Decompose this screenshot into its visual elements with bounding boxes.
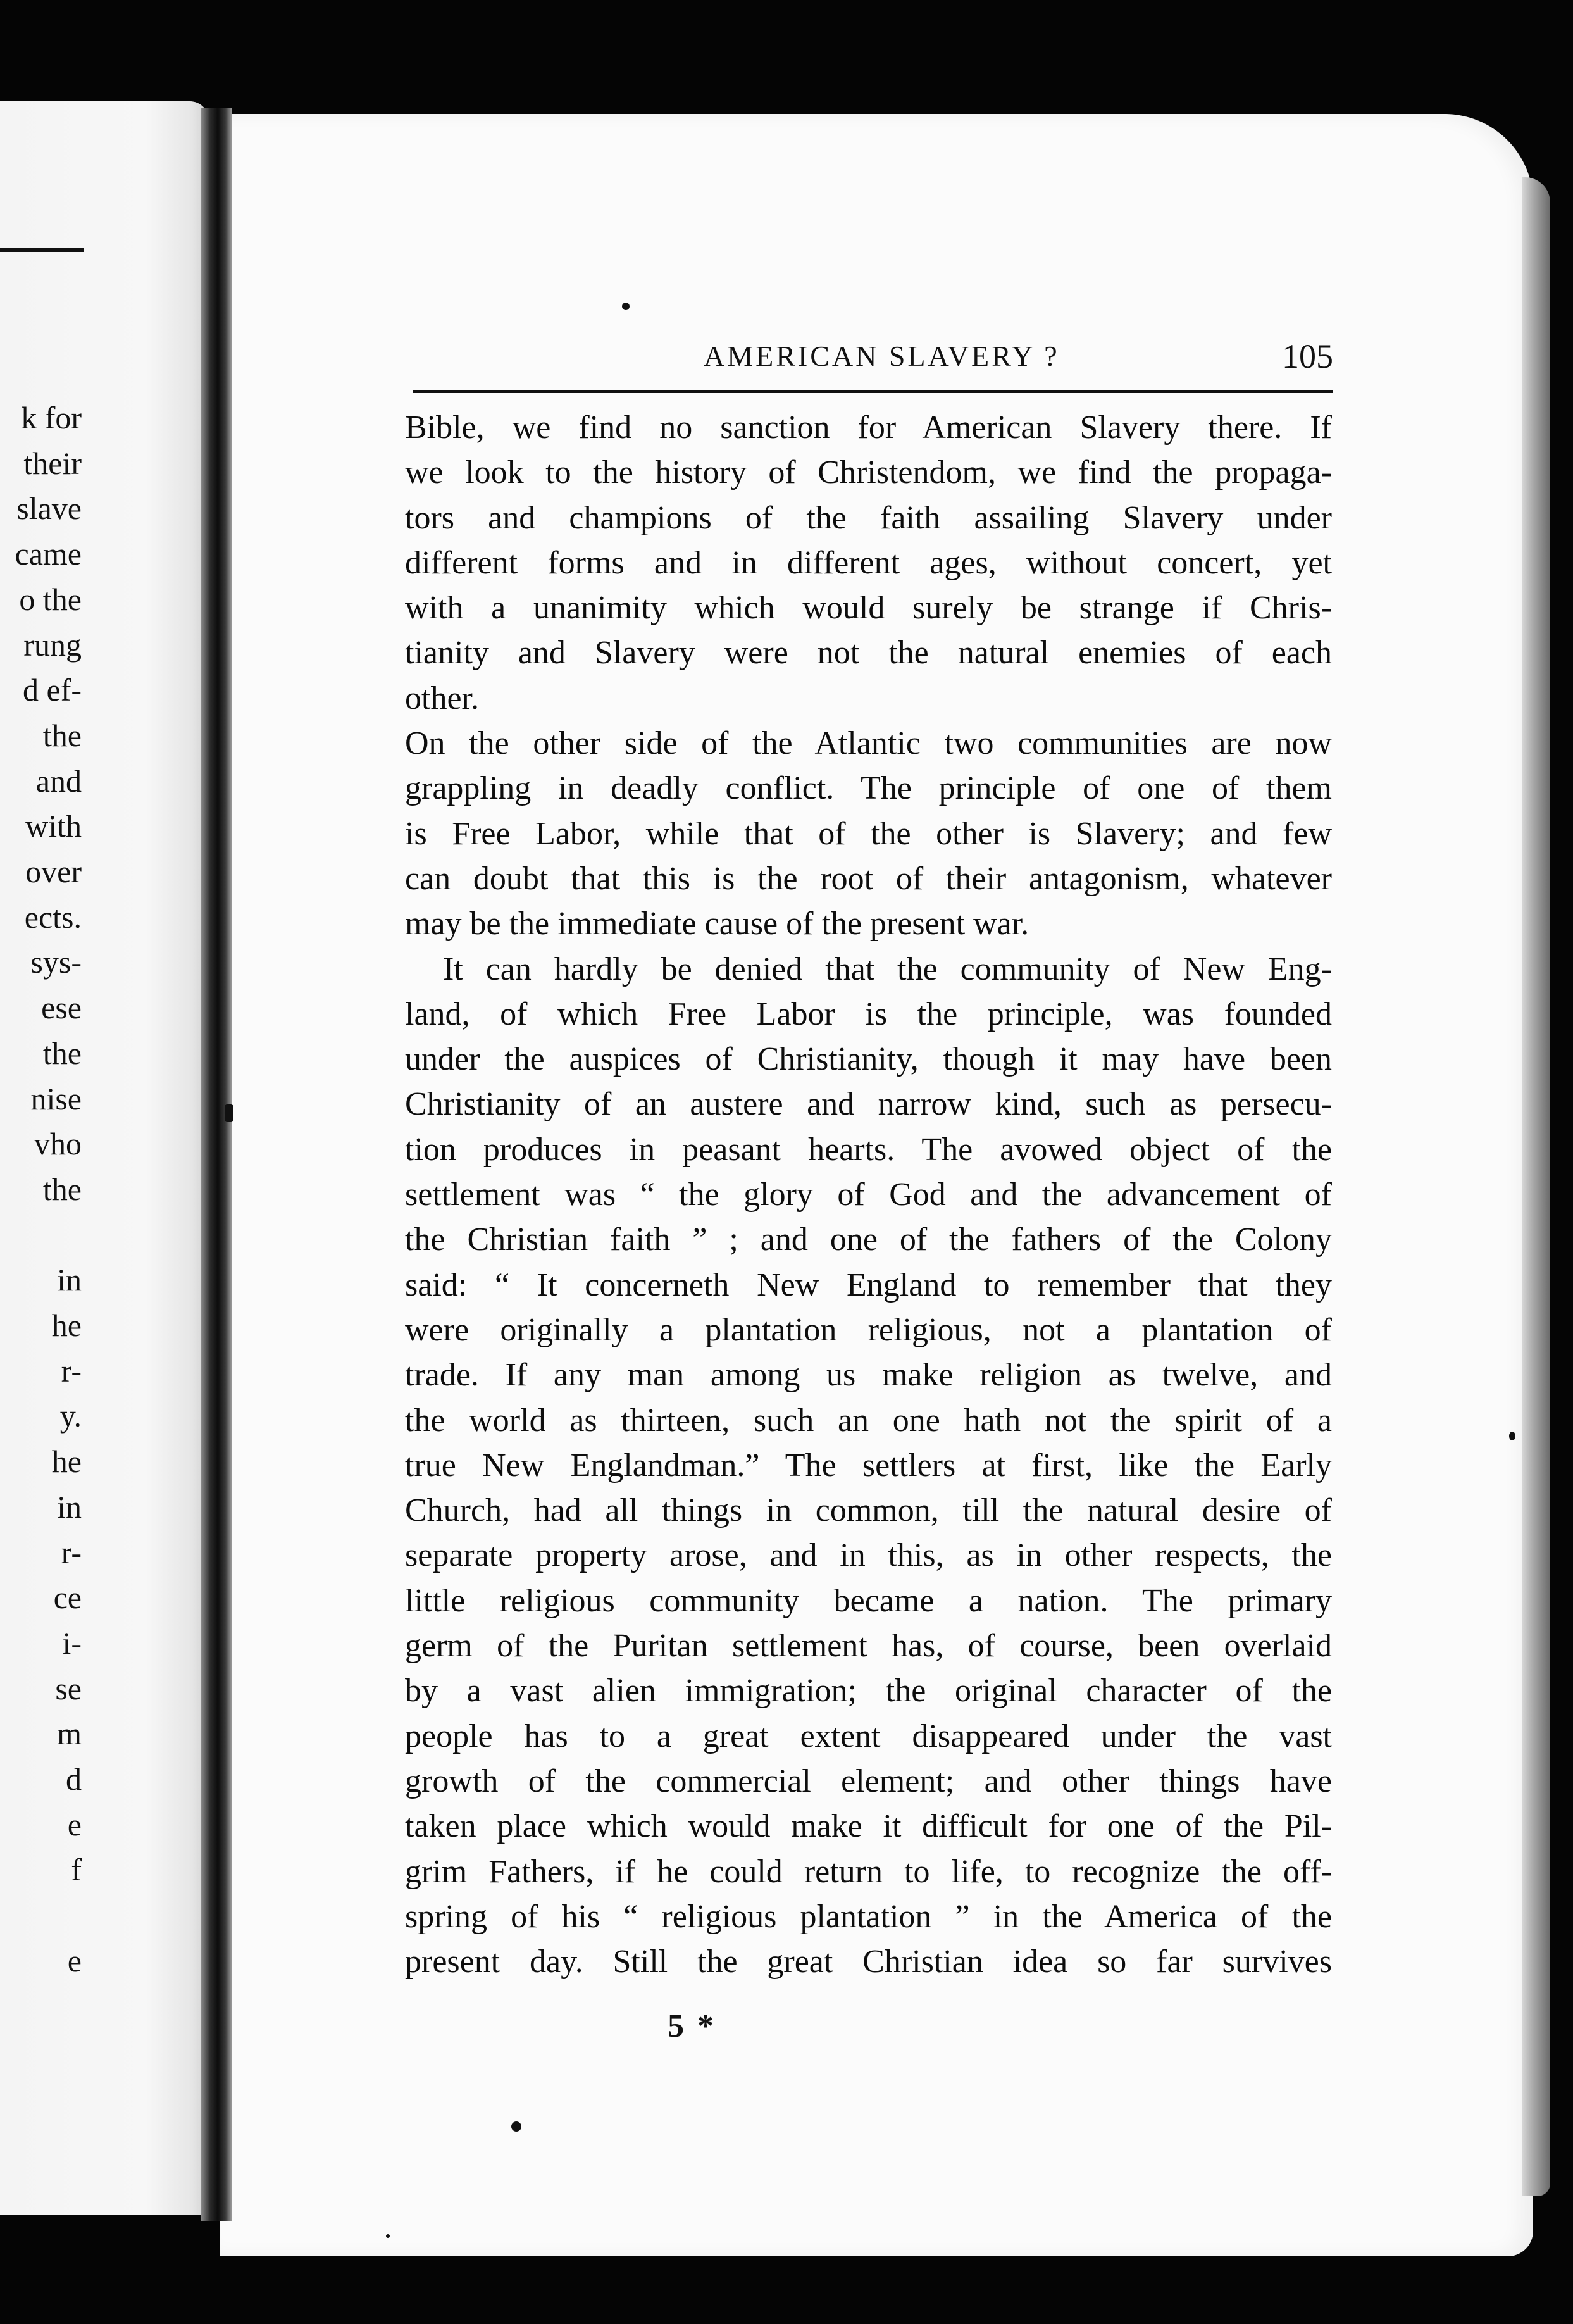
text-line: taken place which would make it difficult for one of the Pil- bbox=[405, 1808, 1332, 1845]
signature-mark: 5 * bbox=[668, 2008, 716, 2044]
text-line: may be the immediate cause of the present war. bbox=[405, 906, 1029, 942]
text-line: present day. Still the great Christian idea so far survives bbox=[405, 1944, 1332, 1980]
text-line: grim Fathers, if he could return to life, to recognize the off- bbox=[405, 1853, 1332, 1890]
text-line: tors and champions of the faith assailing Slavery under bbox=[405, 499, 1332, 536]
left-page-fragment: i- bbox=[62, 1625, 82, 1661]
left-page-fragment: he bbox=[51, 1308, 82, 1343]
left-page-fragment: the bbox=[42, 1171, 82, 1207]
text-line: germ of the Puritan settlement has, of course, been overlaid bbox=[405, 1628, 1332, 1665]
page-number: 105 bbox=[1282, 337, 1333, 375]
text-line: tianity and Slavery were not the natural enemies of each bbox=[405, 635, 1332, 672]
running-title: AMERICAN SLAVERY ? bbox=[704, 340, 1060, 372]
text-line: trade. If any man among us make religion as twelve, and bbox=[405, 1357, 1332, 1394]
left-page-fragment: d ef- bbox=[23, 672, 82, 708]
text-line: growth of the commercial element; and other things have bbox=[405, 1763, 1332, 1799]
left-page-fragment: d bbox=[66, 1761, 82, 1797]
left-page-fragment: their bbox=[23, 445, 82, 481]
left-page-fragment: o the bbox=[19, 581, 82, 617]
text-line: It can hardly be denied that the community of New Eng- bbox=[443, 951, 1332, 987]
text-line: by a vast alien immigration; the original character of the bbox=[405, 1673, 1332, 1709]
left-page-fragment: rung bbox=[23, 627, 82, 663]
text-line: we look to the history of Christendom, we find the propaga- bbox=[405, 454, 1332, 491]
text-line: On the other side of the Atlantic two communities are now bbox=[405, 725, 1332, 762]
text-line: Christianity of an austere and narrow kind, such as persecu- bbox=[405, 1086, 1332, 1123]
left-page-fragment: e bbox=[67, 1806, 82, 1842]
body-text bbox=[405, 405, 1332, 1984]
left-page-fragment: in bbox=[57, 1489, 82, 1525]
left-page-fragment: y. bbox=[59, 1398, 82, 1434]
left-page-fragment: the bbox=[42, 1035, 82, 1071]
text-line: grappling in deadly conflict. The principle of one of them bbox=[405, 770, 1332, 807]
scan-speck bbox=[386, 2234, 390, 2238]
text-line: is Free Labor, while that of the other is Slavery; and few bbox=[405, 815, 1332, 852]
text-line: people has to a great extent disappeared under the vast bbox=[405, 1718, 1332, 1754]
left-page-fragment: se bbox=[55, 1670, 82, 1706]
text-line: Bible, we find no sanction for American Slavery there. If bbox=[405, 409, 1332, 446]
scan-speck bbox=[511, 2121, 521, 2132]
left-page-fragment: r- bbox=[61, 1534, 82, 1570]
left-page-fragment: nise bbox=[30, 1080, 82, 1116]
text-line: separate property arose, and in this, as in other respects, the bbox=[405, 1537, 1332, 1574]
text-line: tion produces in peasant hearts. The avowed object of the bbox=[405, 1131, 1332, 1168]
text-line: with a unanimity which would surely be strange if Chris- bbox=[405, 590, 1332, 627]
header-rule bbox=[413, 390, 1333, 393]
left-page-fragment: with bbox=[25, 808, 82, 844]
left-page-fragment: the bbox=[42, 717, 82, 753]
scan-speck bbox=[622, 303, 630, 310]
text-line: other. bbox=[405, 680, 479, 716]
left-page-header-rule bbox=[0, 248, 84, 252]
left-page-fragment: ects. bbox=[24, 899, 82, 935]
page-edge-shadow bbox=[1522, 177, 1550, 2196]
running-head bbox=[413, 329, 1333, 392]
left-page-fragment: ese bbox=[41, 990, 82, 1026]
scan-speck bbox=[225, 1104, 233, 1122]
left-page-fragment: f bbox=[71, 1852, 82, 1888]
text-line: were originally a plantation religious, not a plantation of bbox=[405, 1311, 1332, 1348]
text-line: settlement was “ the glory of God and the advancement of bbox=[405, 1177, 1332, 1213]
book-gutter bbox=[201, 108, 232, 2221]
left-page-fragment: ce bbox=[53, 1580, 82, 1616]
left-page-fragment: sys- bbox=[30, 944, 82, 980]
text-line: spring of his “ religious plantation ” in the America of the bbox=[405, 1898, 1332, 1935]
text-line: different forms and in different ages, without concert, yet bbox=[405, 544, 1332, 581]
text-line: Church, had all things in common, till the natural desire of bbox=[405, 1492, 1332, 1529]
left-page-fragment: e bbox=[67, 1942, 82, 1978]
text-line: under the auspices of Christianity, though it may have been bbox=[405, 1041, 1332, 1078]
left-page-fragment: and bbox=[35, 763, 82, 799]
left-page-fragment: came bbox=[15, 536, 82, 572]
text-line: little religious community became a nation. The primary bbox=[405, 1582, 1332, 1619]
left-page-fragment: slave bbox=[16, 490, 82, 527]
left-page-fragment: he bbox=[51, 1444, 82, 1480]
text-line: said: “ It concerneth New England to remember that they bbox=[405, 1266, 1332, 1303]
left-page-fragment: r- bbox=[61, 1353, 82, 1389]
left-page-fragment: k for bbox=[21, 400, 82, 435]
scan-speck bbox=[1509, 1432, 1515, 1440]
left-page-fragment: m bbox=[57, 1716, 82, 1752]
text-line: the Christian faith ” ; and one of the fathers of the Colony bbox=[405, 1221, 1332, 1258]
left-page-text-fragments bbox=[0, 399, 85, 2044]
left-page-fragment: in bbox=[57, 1262, 82, 1298]
text-line: land, of which Free Labor is the principle, was founded bbox=[405, 996, 1332, 1032]
text-line: the world as thirteen, such an one hath not the spirit of a bbox=[405, 1402, 1332, 1439]
left-page-fragment: over bbox=[25, 854, 82, 889]
left-page-fragment: vho bbox=[34, 1126, 82, 1162]
text-line: can doubt that this is the root of their antagonism, whatever bbox=[405, 860, 1332, 897]
text-line: true New Englandman.” The settlers at first, like the Early bbox=[405, 1447, 1332, 1484]
